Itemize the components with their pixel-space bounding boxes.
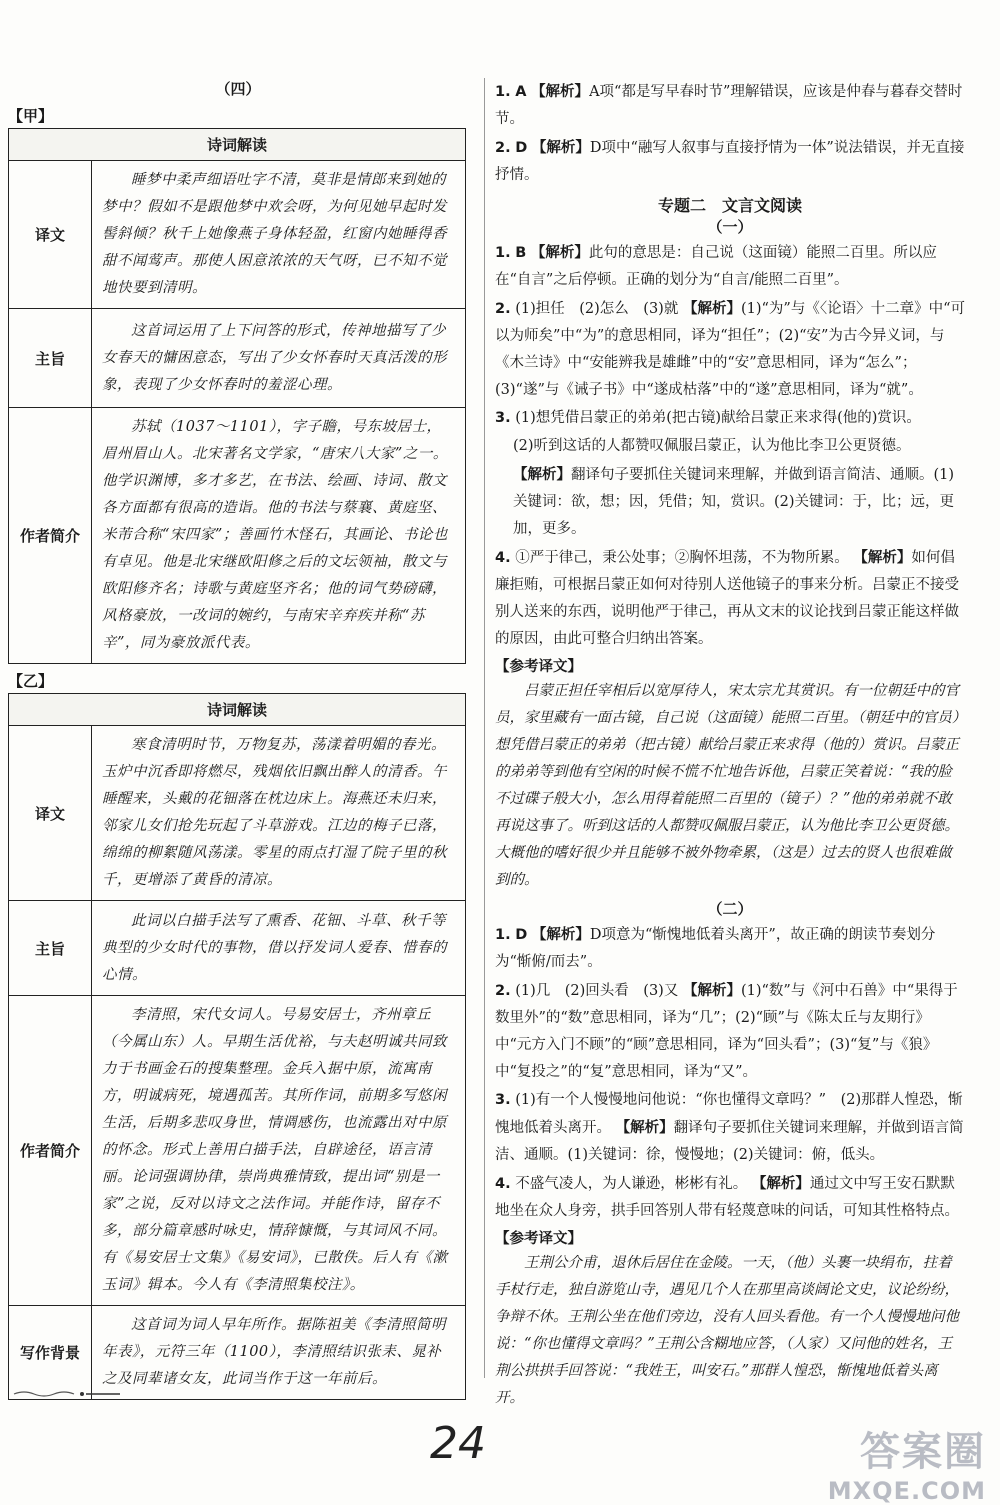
row-text: 李清照，宋代女词人。号易安居士，齐州章丘（今属山东）人。早期生活优裕，与夫赵明诚共同致力于书画金石的搜集整理。金兵入据中原，流寓南方，明诚病死，境遇孤苦。其所作词，前期多写悠闲生活，后期多悲叹身世，情调感伤，也流露出对中原的怀念。形式上善用白描手法，自辟途径，语言清丽。论词强调协律，崇尚典雅情致，提出词“别是一家”之说，反对以诗文之法作词。并能作诗，留存不多，部分篇章感时咏史，情辞慷慨，与其词风不同。有《易安居士文集》《易安词》，已散佚。后人有《漱玉词》辑本。今人有《李清照集校注》。 — [92, 996, 466, 1306]
answer-item: 2. (1)担任 (2)怎么 (3)就 【解析】(1)“为”与《〈论语〉十二章》中“可以为师矣”中“为”的意思相同，译为“担任”；(2)“安”为古今异义词，与《木兰诗》中“安能辨我是雄雌”中的“安”意思相同，译为“怎么”；(3)“遂”与《诫子书》中“遂成枯落”中的“遂”意思相同，译为“就”。 — [495, 300, 965, 398]
poem-table-jia — [8, 128, 466, 664]
reference-title: 【参考译文】 — [495, 658, 582, 675]
answer-item: 2. D 【解析】D项中“融写人叙事与直接抒情为一体”说法错误，并无直接抒情。 — [495, 139, 965, 183]
table-row — [9, 161, 466, 309]
answer-item: 1. D 【解析】D项意为“惭愧地低着头离开”，故正确的朗读节奏划分为“惭俯/而去”。 — [495, 926, 936, 970]
answer-item: 【解析】翻译句子要抓住关键词来理解，并做到语言简洁、通顺。(1)关键词：欲，想；因，凭借；知，赏识。(2)关键词：于，比；远，更加，更多。 — [513, 466, 955, 537]
section-title: （四） — [215, 80, 261, 98]
answer-item: 1. B 【解析】此句的意思是：自己说（这面镜）能照二百里。所以应在“自言”之后停顿。正确的划分为“自言/能照二百里”。 — [495, 244, 937, 288]
row-label: 作者简介 — [9, 408, 92, 664]
poem-table-yi — [8, 693, 466, 1400]
answer-item: (2)听到这话的人都赞叹佩服吕蒙正，认为他比李卫公更贤德。 — [513, 438, 911, 454]
row-label: 写作背景 — [9, 1306, 92, 1400]
table-header: 诗词解读 — [9, 129, 466, 161]
table-row — [9, 309, 466, 408]
table-header: 诗词解读 — [9, 694, 466, 726]
tag-yi: 【乙】 — [8, 672, 54, 690]
reference-title: 【参考译文】 — [495, 1230, 582, 1247]
right-column — [495, 78, 965, 1416]
row-text: 苏轼（1037～1101），字子瞻，号东坡居士，眉州眉山人。北宋著名文学家，“唐宋八大家”之一。他学识渊博，多才多艺，在书法、绘画、诗词、散文各方面都有很高的造诣。他的书法与蔡襄、黄庭坚、米芾合称“宋四家”；善画竹木怪石，其画论、书论也有卓见。他是北宋继欧阳修之后的文坛领袖，散文与欧阳修齐名；诗歌与黄庭坚齐名；他的词气势磅礴，风格豪放，一改词的婉约，与南宋辛弃疾并称“苏辛”，同为豪放派代表。 — [92, 408, 466, 664]
page-number: 24 — [430, 1418, 486, 1469]
table-row — [9, 726, 466, 901]
answer-item: 3. (1)想凭借吕蒙正的弟弟(把古镜)献给吕蒙正来求得(他的)赏识。 — [495, 410, 921, 426]
row-label: 译文 — [9, 161, 92, 309]
part-title: （二） — [707, 900, 753, 918]
part-title: （一） — [707, 218, 753, 236]
row-text: 睡梦中柔声细语吐字不清，莫非是情郎来到她的梦中？假如不是跟他梦中欢会呀，为何见她早起时发髻斜倾？秋千上她像燕子身体轻盈，红窗内她睡得香甜不闻莺声。那使人困意浓浓的天气呀，已不知不觉地快要到清明。 — [92, 161, 466, 309]
table-row — [9, 901, 466, 996]
answer-item: 1. A 【解析】A项“都是写早春时节”理解错误，应该是仲春与暮春交替时节。 — [495, 83, 963, 127]
row-text: 寒食清明时节，万物复苏，荡漾着明媚的春光。玉炉中沉香即将燃尽，残烟依旧飘出醉人的清香。午睡醒来，头戴的花钿落在枕边床上。海燕还未归来，邻家儿女们抢先玩起了斗草游戏。江边的梅子已落，绵绵的柳絮随风荡漾。零星的雨点打湿了院子里的秋千，更增添了黄昏的清凉。 — [92, 726, 466, 901]
table-row — [9, 996, 466, 1306]
reference-translation: 王荆公介甫，退休后居住在金陵。一天，（他）头裹一块绢布，拄着手杖行走，独自游览山寺，遇见几个人在那里高谈阔论文史，议论纷纷，争辩不休。王荆公坐在他们旁边，没有人回头看他。有一个人慢慢地问他说：“你也懂得文章吗？”王荆公含糊地应答，（人家）又问他的姓名，王荆公拱拱手回答说：“我姓王，叫安石。”那群人惶恐，惭愧地低着头离开。 — [495, 1255, 959, 1406]
ornament-icon — [12, 1390, 122, 1398]
column-divider — [484, 78, 485, 1378]
row-label: 作者简介 — [9, 996, 92, 1306]
row-label: 主旨 — [9, 309, 92, 408]
row-text: 这首词为词人早年所作。据陈祖美《李清照简明年表》，元符三年（1100），李清照结识张耒、晁补之及同辈诸女友，此词当作于这一年前后。 — [92, 1306, 466, 1400]
table-row — [9, 1306, 466, 1400]
row-label: 主旨 — [9, 901, 92, 996]
row-text: 此词以白描手法写了熏香、花钿、斗草、秋千等典型的少女时代的事物，借以抒发词人爱春、惜春的心情。 — [92, 901, 466, 996]
row-text: 这首词运用了上下问答的形式，传神地描写了少女春天的慵困意态，写出了少女怀春时天真活泼的形象，表现了少女怀春时的羞涩心理。 — [92, 309, 466, 408]
left-column — [8, 78, 468, 1400]
tag-jia: 【甲】 — [8, 107, 54, 125]
answer-item: 3. (1)有一个人慢慢地问他说：“你也懂得文章吗？” (2)那群人惶恐，惭愧地低着头离开。 【解析】翻译句子要抓住关键词来理解，并做到语言简洁、通顺。(1)关键词：徐，慢慢地；(2)关键词：俯，低头。 — [495, 1092, 964, 1163]
watermark-logo: 答案圈 MXQE.COM — [827, 1429, 986, 1505]
table-row — [9, 408, 466, 664]
answer-item: 4. 不盛气凌人，为人谦逊，彬彬有礼。 【解析】通过文中写王安石默默地坐在众人身旁，拱手回答别人带有轻蔑意味的问话，可知其性格特点。 — [495, 1175, 959, 1219]
reference-translation: 吕蒙正担任宰相后以宽厚待人，宋太宗尤其赏识。有一位朝廷中的官员，家里藏有一面古镜，自己说（这面镜）能照二百里。（朝廷中的官员）想凭借吕蒙正的弟弟（把古镜）献给吕蒙正来求得（他的）赏识。吕蒙正的弟弟等到他有空闲的时候不慌不忙地告诉他，吕蒙正笑着说：“我的脸不过碟子般大小，怎么用得着能照二百里的（镜子）？”他的弟弟就不敢再说这事了。听到这话的人都赞叹佩服吕蒙正，认为他比李卫公更贤德。大概他的嗜好很少并且能够不被外物牵累，（这是）过去的贤人也很难做到的。 — [495, 683, 959, 888]
answer-item: 4. ①严于律己，秉公处事；②胸怀坦荡，不为物所累。 【解析】如何倡廉拒贿，可根据吕蒙正如何对待别人送他镜子的事来分析。吕蒙正不接受别人送来的东西，说明他严于律己，再从文末的议论找到吕蒙正能这样做的原因，由此可整合归纳出答案。 — [495, 549, 959, 647]
chapter-title: 专题二 文言文阅读 — [657, 196, 802, 215]
answer-item: 2. (1)几 (2)回头看 (3)又 【解析】(1)“数”与《河中石兽》中“果得于数里外”的“数”意思相同，译为“几”；(2)“顾”与《陈太丘与友期行》中“元方入门不顾”的“顾”意思相同，译为“回头看”；(3)“复”与《狼》中“复投之”的“复”意思相同，译为“又”。 — [495, 982, 958, 1080]
row-label: 译文 — [9, 726, 92, 901]
